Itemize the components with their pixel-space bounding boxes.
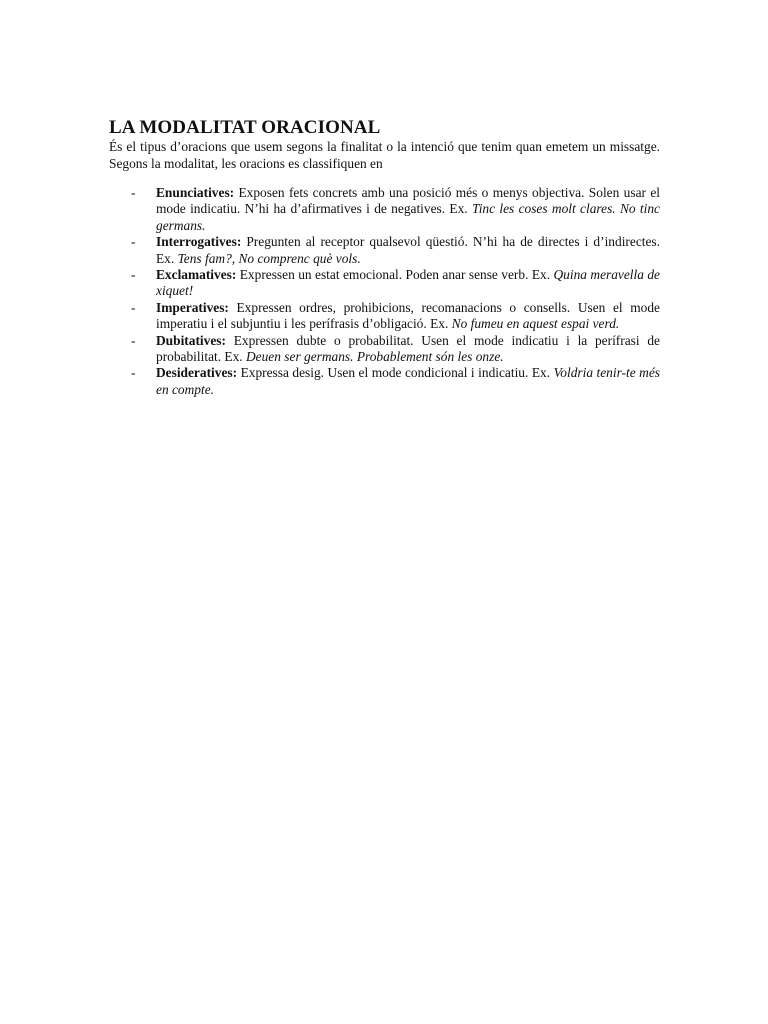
intro-paragraph: És el tipus d’oracions que usem segons la finalitat o la intenció que tenim quan emetem un missatge. Segons la modalitat, les oracions es classifiquen en — [109, 139, 660, 171]
list-bullet: - — [131, 365, 136, 381]
modality-list — [109, 185, 660, 398]
term-label: Enunciatives: — [156, 185, 235, 200]
term-label: Imperatives: — [156, 299, 229, 315]
term-description: Expressen dubte o probabilitat. Usen el mode indicatiu i la perífrasi de probabilitat. Ex. — [156, 332, 660, 365]
list-item-desideratives — [109, 365, 660, 398]
list-item-imperatives — [109, 300, 660, 333]
term-label: Exclamatives: — [156, 267, 237, 283]
term-description: Expressen un estat emocional. Poden anar sense verb. Ex. — [236, 267, 554, 283]
term-description: Pregunten al receptor qualsevol qüestió. N’hi ha de directes i d’indirectes. Ex. — [156, 234, 660, 266]
list-bullet: - — [131, 332, 136, 348]
term-example: Tinc les coses molt clares. No tinc germans. — [156, 201, 660, 233]
term-example: Tens fam?, No comprenc què vols. — [177, 250, 361, 266]
document-page — [109, 117, 660, 398]
term-label: Interrogatives: — [156, 234, 242, 250]
term-label: Desideratives: — [156, 365, 238, 381]
term-description: Expressen ordres, prohibicions, recomanacions o consells. Usen el mode imperatiu i el subjuntiu i les perífrasis d’obligació. Ex. — [156, 299, 660, 332]
list-item-exclamatives — [109, 267, 660, 300]
term-example: Deuen ser germans. Probablement són les onze. — [246, 349, 504, 365]
term-label: Dubitatives: — [156, 332, 226, 348]
list-item-dubitatives — [109, 333, 660, 366]
list-bullet: - — [131, 267, 136, 283]
term-description: Expressa desig. Usen el mode condicional i indicatiu. Ex. — [237, 365, 554, 381]
term-example: Quina meravella de xiquet! — [156, 267, 660, 299]
list-bullet: - — [131, 185, 136, 200]
list-item-enunciatives — [109, 185, 660, 234]
document-title: LA MODALITAT ORACIONAL — [109, 117, 381, 138]
term-example: No fumeu en aquest espai verd. — [451, 316, 620, 332]
list-bullet: - — [131, 234, 136, 250]
list-item-interrogatives — [109, 234, 660, 267]
term-example: Voldria tenir-te més en compte. — [156, 365, 660, 397]
term-description: Exposen fets concrets amb una posició més o menys objectiva. Solen usar el mode indicatiu. N’hi ha d’afirmatives i de negatives. Ex. — [156, 185, 660, 217]
list-bullet: - — [131, 299, 136, 315]
